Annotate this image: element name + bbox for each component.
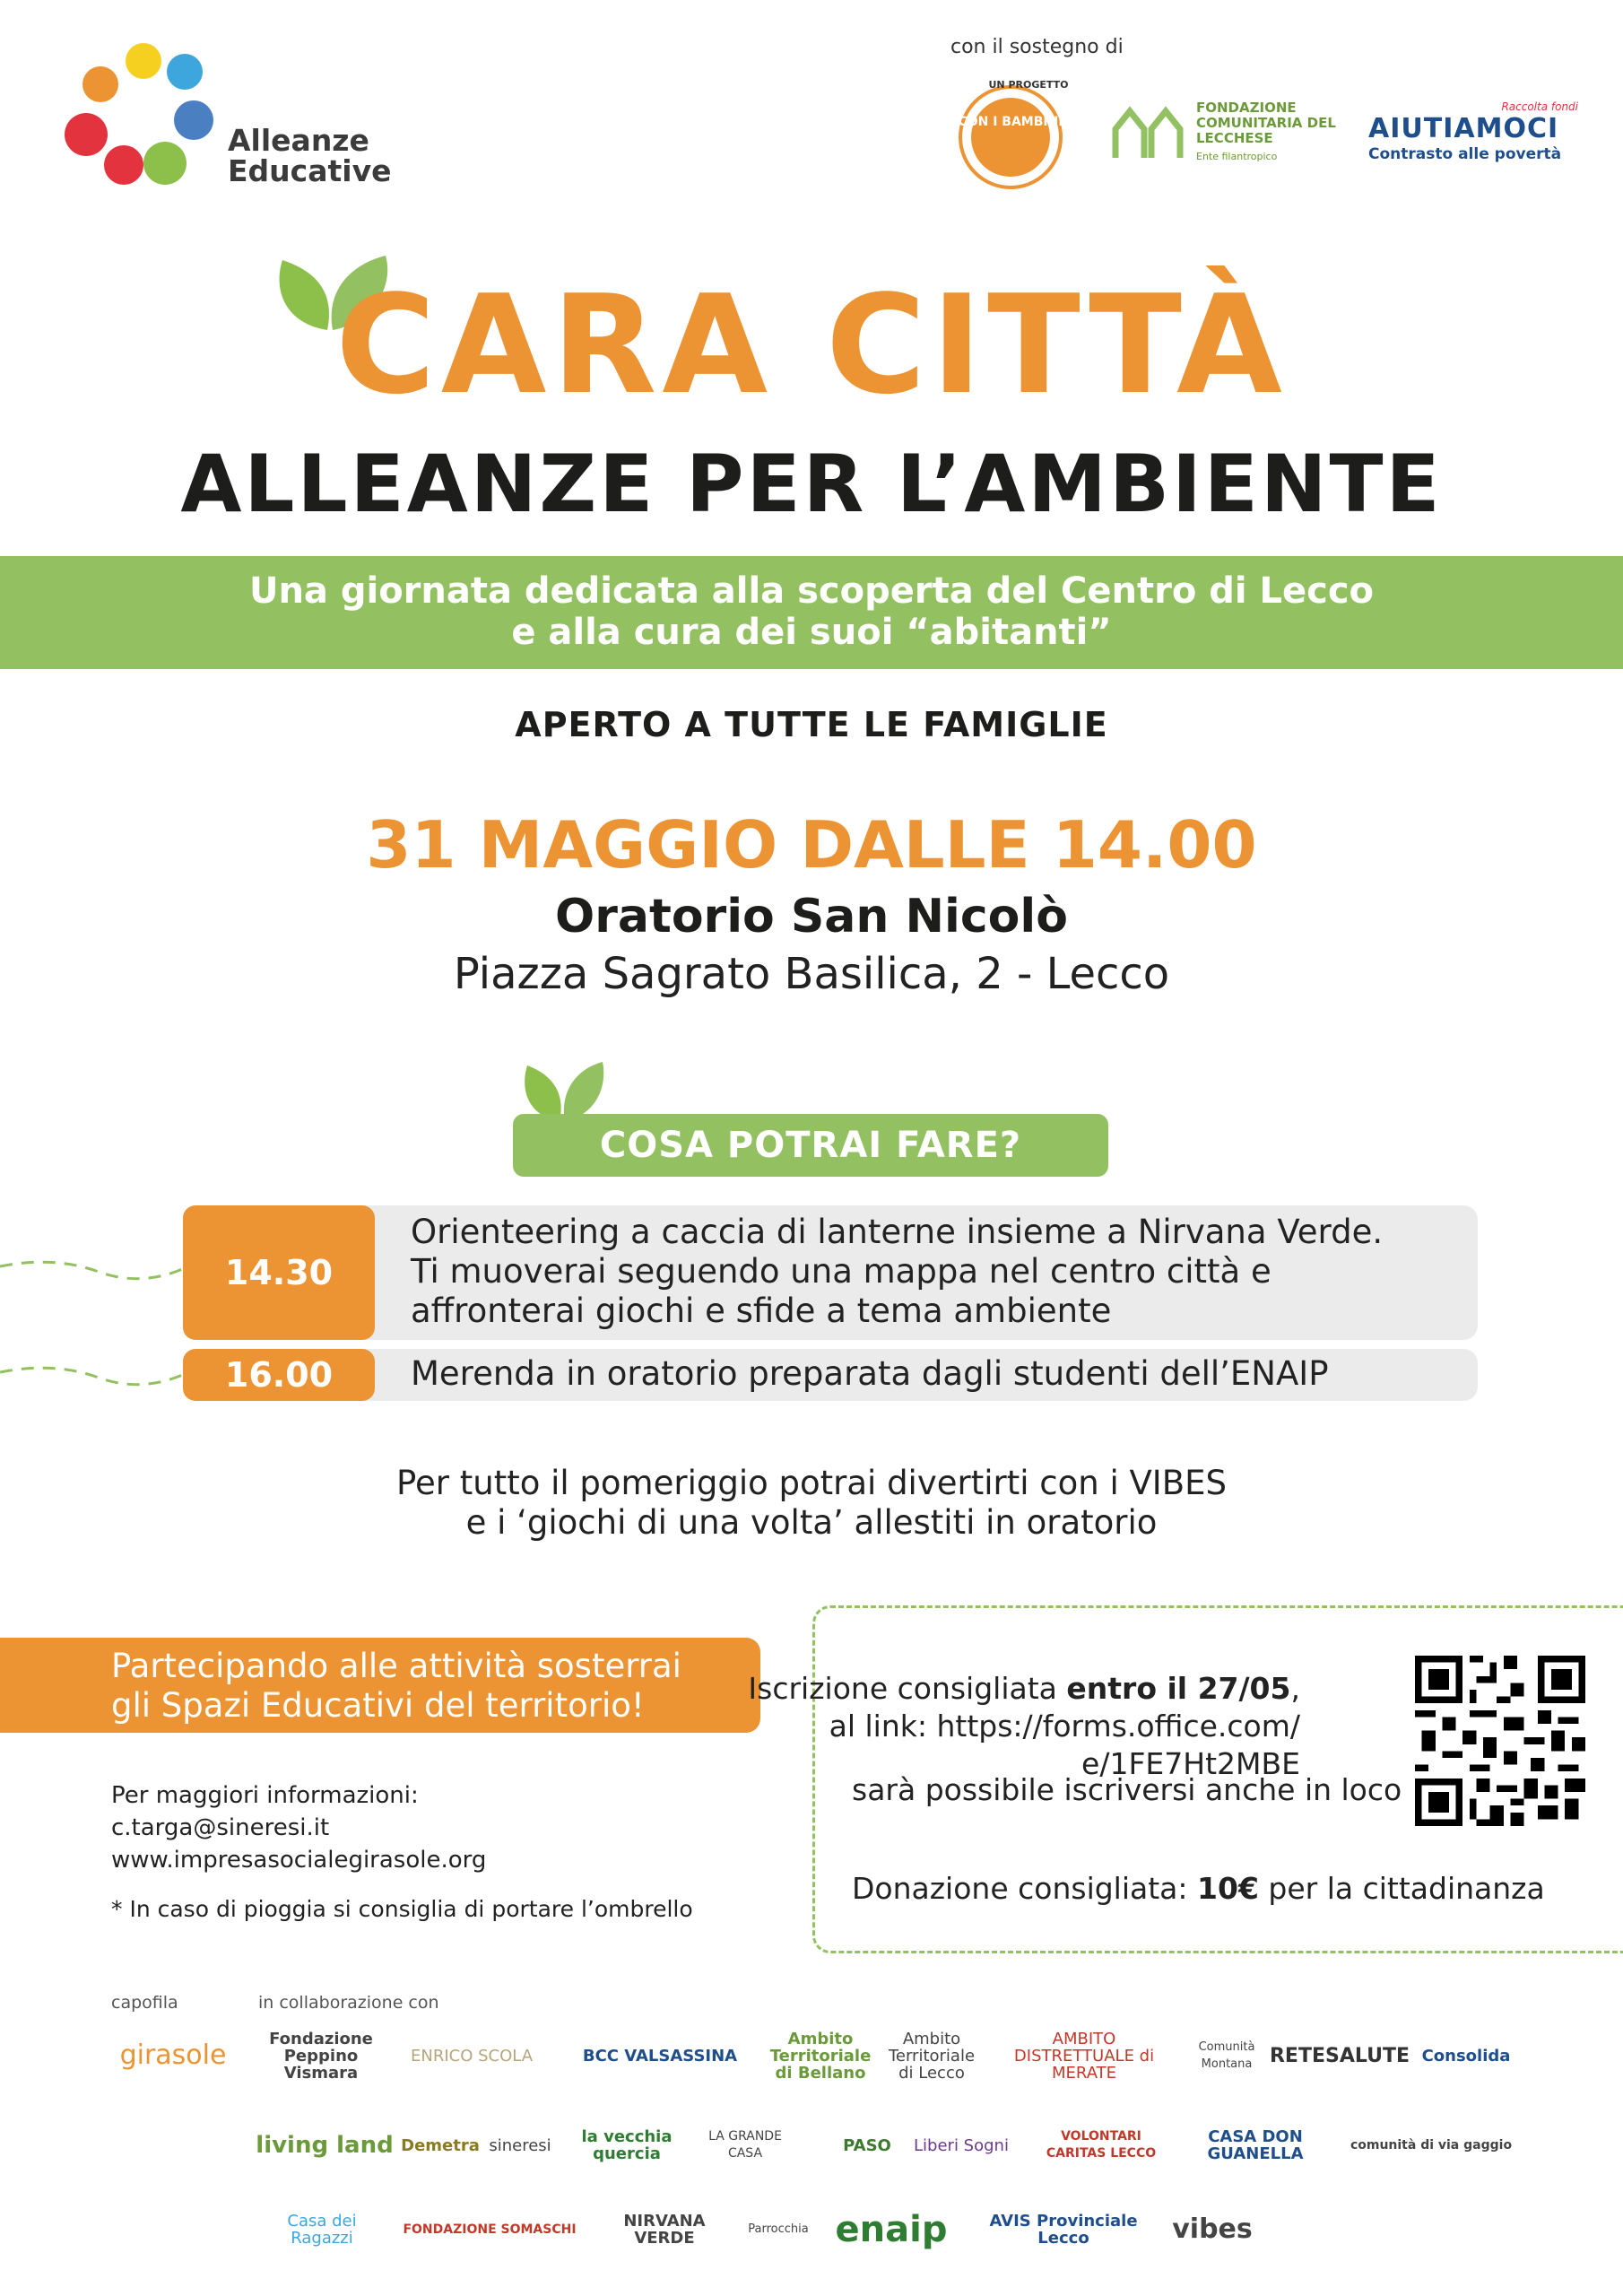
partner-logo: Comunità Montana [1198, 2040, 1255, 2071]
schedule-activity [411, 1213, 1383, 1331]
girasole-logo: girasole [119, 2039, 227, 2071]
partner-logo: vibes [1172, 2213, 1253, 2245]
event-title: CARA CITTÀ [335, 265, 1288, 424]
partner-logo: RETESALUTE [1269, 2044, 1410, 2067]
afternoon-line1: Per tutto il pomeriggio potrai divertirti con i VIBES [396, 1464, 1227, 1502]
fondazione-comunitaria-logo [1112, 99, 1336, 170]
afternoon-text [0, 1464, 1623, 1543]
participate-banner [0, 1638, 760, 1733]
partner-logo: Liberi Sogni [914, 2135, 1009, 2155]
partner-logo: Demetra [401, 2135, 480, 2155]
partner-logo: Ambito Territoriale di Lecco [888, 2029, 976, 2083]
info-website[interactable]: www.impresasocialegirasole.org [111, 1847, 487, 1874]
partner-logo: Parrocchia [748, 2222, 809, 2236]
partner-logo: sineresi [489, 2135, 551, 2155]
collab-label: in collaborazione con [258, 1993, 439, 2013]
event-venue: Oratorio San Nicolò [555, 890, 1068, 944]
fondazione-tagline: Ente filantropico [1196, 151, 1278, 162]
fondazione-name: FONDAZIONE COMUNITARIA DEL LECCHESE [1196, 100, 1336, 146]
registration-line1: Iscrizione consigliata entro il 27/05, [748, 1671, 1300, 1706]
aiutiamoci-tagline: Contrasto alle povertà [1368, 145, 1562, 163]
afternoon-line2: e i ‘giochi di una volta’ allestiti in oratorio [465, 1503, 1158, 1542]
schedule-time: 16.00 [183, 1349, 375, 1401]
partner-logo: VOLONTARI CARITAS LECCO [1046, 2129, 1157, 2161]
band-line2: e alla cura dei suoi “abitanti” [511, 612, 1112, 653]
lead-label: capofila [111, 1993, 178, 2013]
aiutiamoci-extra: Raccolta fondi [1501, 100, 1578, 113]
schedule-activity: Merenda in oratorio preparata dagli studenti dell’ENAIP [411, 1354, 1329, 1393]
con-i-bambini-logo [952, 79, 1069, 196]
info-label: Per maggiori informazioni: [111, 1782, 419, 1809]
brand-name [228, 123, 392, 188]
partner-logo: Fondazione Peppino Vismara [269, 2029, 373, 2083]
aiutiamoci-name: AIUTIAMOCI [1368, 113, 1559, 144]
aiutiamoci-logo [1363, 99, 1596, 170]
partner-logo: living land [256, 2131, 394, 2159]
qr-code-icon[interactable] [1415, 1656, 1585, 1826]
activity-line: Orienteering a caccia di lanterne insieme a Nirvana Verde. [411, 1213, 1384, 1251]
alleanze-educative-logo [59, 38, 247, 195]
registration-text [748, 1670, 1300, 1783]
support-label: con il sostegno di [950, 36, 1124, 58]
partner-logo: ENRICO SCOLA [410, 2046, 534, 2066]
partner-logo: la vecchia quercia [581, 2127, 673, 2163]
event-address: Piazza Sagrato Basilica, 2 - Lecco [453, 949, 1170, 999]
partner-logo: FONDAZIONE SOMASCHI [403, 2222, 577, 2237]
partner-logo: AMBITO DISTRETTUALE di MERATE [1013, 2029, 1155, 2083]
partner-logo: LA GRANDE CASA [708, 2129, 782, 2161]
event-date: 31 MAGGIO DALLE 14.00 [366, 807, 1257, 883]
partner-logo: PASO [843, 2135, 891, 2155]
partner-logo: comunità di via gaggio [1350, 2137, 1513, 2152]
partner-logo: BCC VALSASSINA [582, 2046, 738, 2066]
partner-logo: enaip [835, 2208, 948, 2250]
registration-onsite: sarà possibile iscriversi anche in loco [852, 1772, 1402, 1807]
donation-text: Donazione consigliata: 10€ per la cittadinanza [852, 1871, 1545, 1906]
con-i-bambini-name: CON I BAMBINI [958, 115, 1063, 129]
event-subtitle: ALLEANZE PER L’AMBIENTE [180, 438, 1443, 530]
section-title: COSA POTRAI FARE? [513, 1114, 1108, 1177]
activity-line: affronterai giochi e sfide a tema ambiente [411, 1292, 1112, 1330]
partner-logo: CASA DON GUANELLA [1207, 2127, 1304, 2163]
brand-name-line2: Educative [228, 153, 392, 188]
registration-link[interactable]: al link: https://forms.office.com/ [829, 1709, 1300, 1744]
partner-logo: Ambito Territoriale di Bellano [769, 2029, 872, 2083]
activity-line: Ti muoverai seguendo una mappa nel centro città e [411, 1252, 1271, 1291]
rain-note: * In caso di pioggia si consiglia di portare l’ombrello [111, 1896, 693, 1922]
participate-line2: gli Spazi Educativi del territorio! [111, 1686, 645, 1725]
registration-link-end[interactable]: e/1FE7Ht2MBE [1081, 1746, 1300, 1781]
info-block [111, 1779, 486, 1876]
participate-line1: Partecipando alle attività sosterrai [111, 1647, 681, 1685]
con-i-bambini-tagline: UN PROGETTO [988, 79, 1069, 91]
partner-logo: Consolida [1421, 2046, 1511, 2066]
audience-text: APERTO A TUTTE LE FAMIGLIE [515, 705, 1108, 744]
dashed-line-decoration [0, 1256, 188, 1390]
band-line1: Una giornata dedicata alla scoperta del Centro di Lecco [248, 570, 1375, 612]
partner-logo: AVIS Provinciale Lecco [989, 2212, 1138, 2248]
info-email[interactable]: c.targa@sineresi.it [111, 1814, 330, 1841]
partner-logo: NIRVANA VERDE [623, 2212, 706, 2248]
partner-logo: Casa dei Ragazzi [287, 2212, 357, 2248]
brand-name-line1: Alleanze [228, 123, 369, 158]
schedule-time: 14.30 [183, 1205, 375, 1340]
description-band [0, 556, 1623, 669]
